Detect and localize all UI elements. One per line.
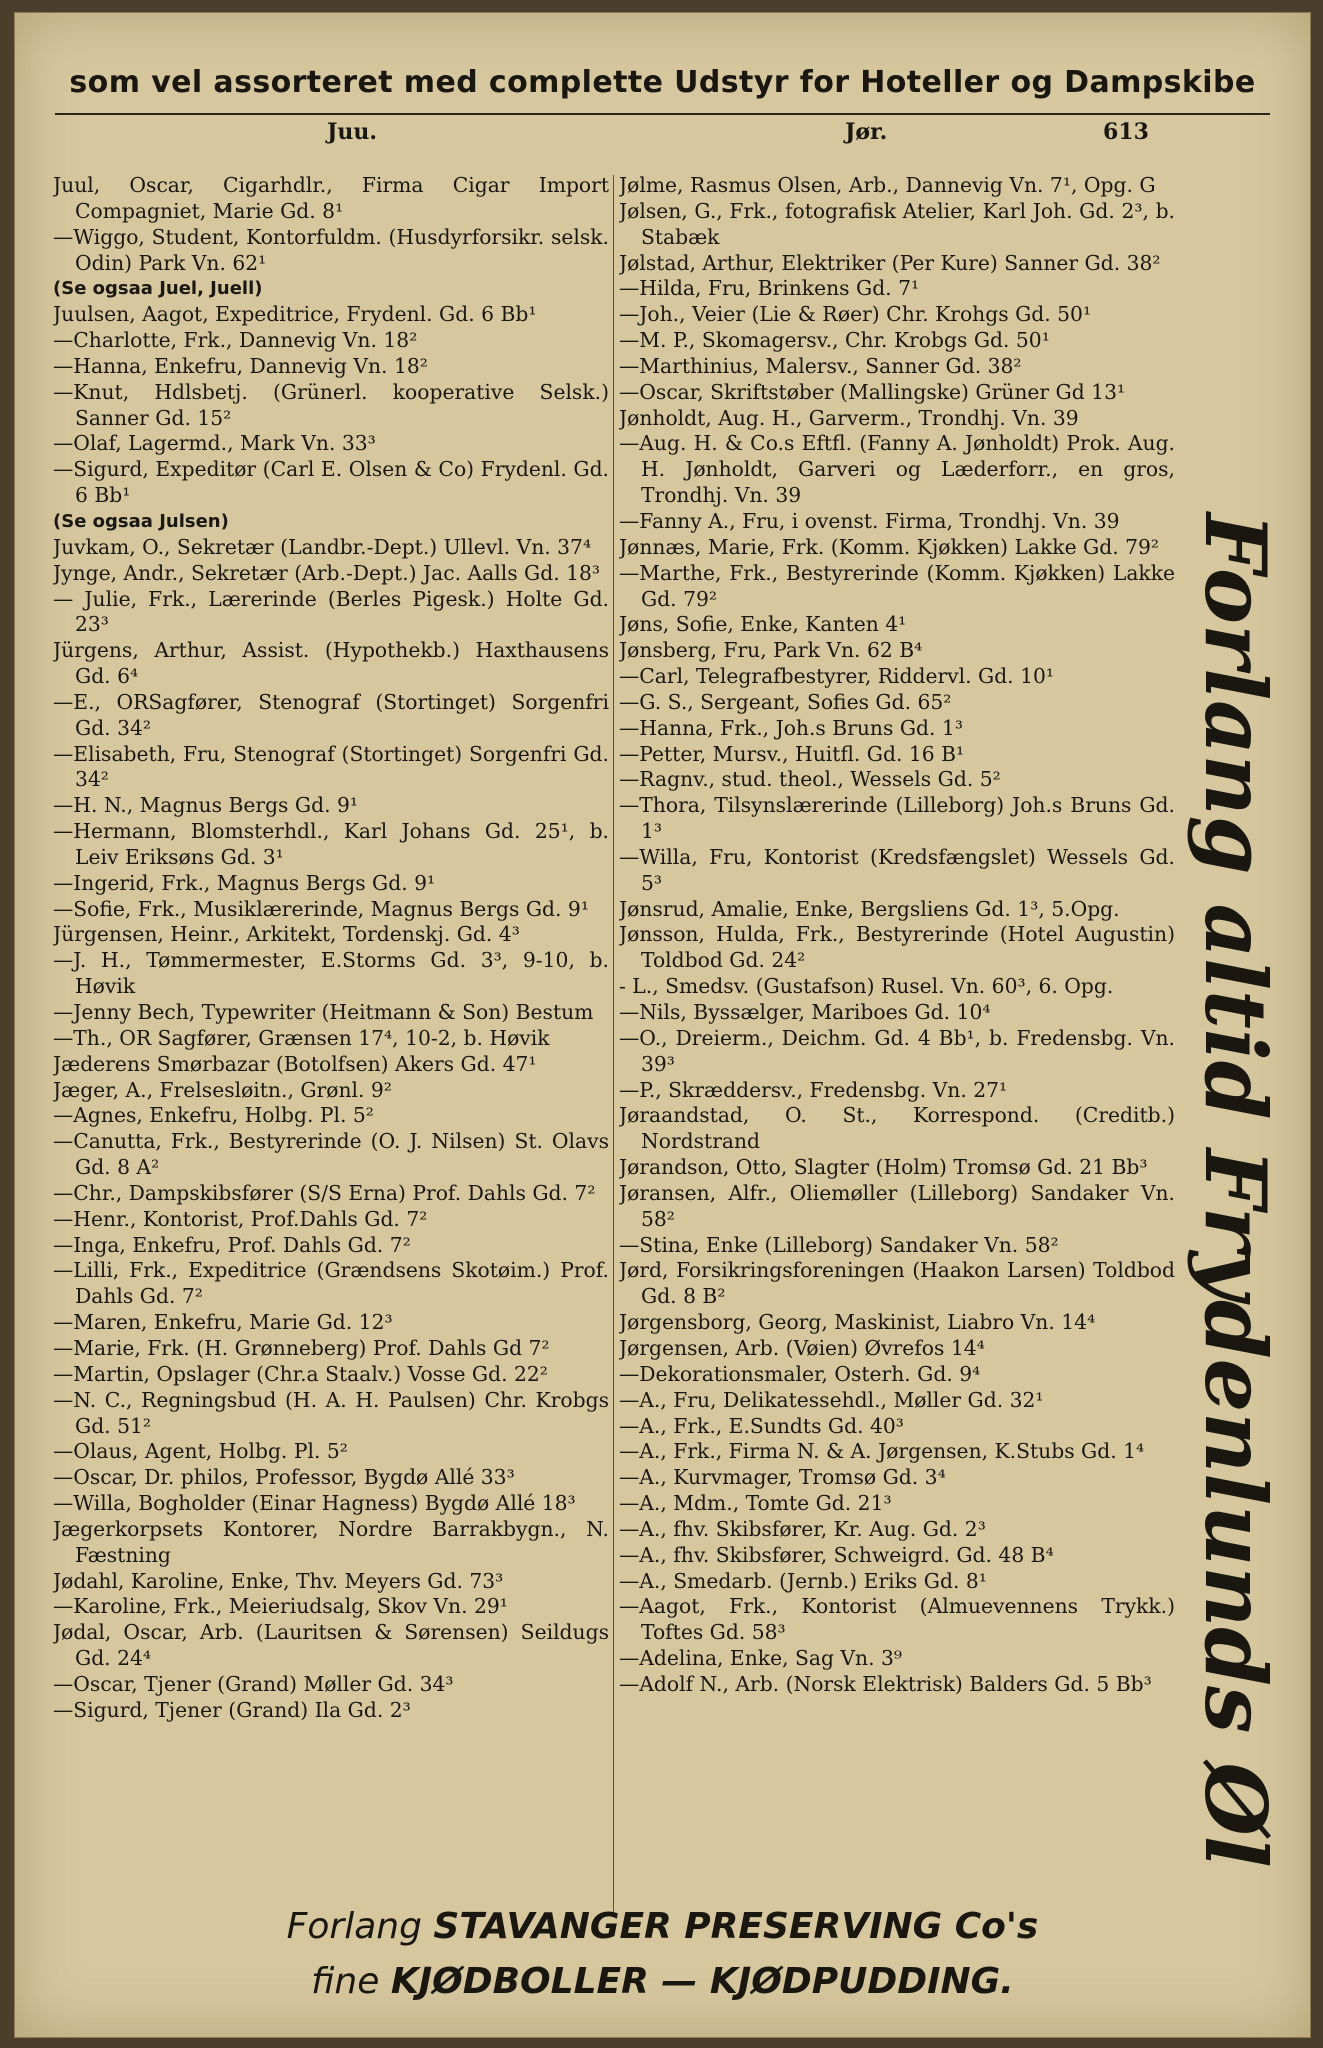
directory-entry: Jürgens, Arthur, Assist. (Hypothekb.) Haxthausens Gd. 6⁴: [53, 638, 609, 689]
directory-entry: Jønsrud, Amalie, Enke, Bergsliens Gd. 1³, 5.Opg.: [619, 896, 1120, 921]
directory-entry: Jønnæs, Marie, Frk. (Komm. Kjøkken) Lakke Gd. 79²: [619, 534, 1160, 559]
directory-entry: Jødal, Oscar, Arb. (Lauritsen & Sørensen) Seildugs Gd. 24⁴: [53, 1620, 609, 1671]
directory-entry: —Marthinius, Malersv., Sanner Gd. 38²: [619, 353, 1022, 378]
directory-entry: —Nils, Byssælger, Mariboes Gd. 10⁴: [619, 1000, 991, 1024]
directory-entry: Jølsen, G., Frk., fotografisk Atelier, Karl Joh. Gd. 2³, b. Stabæk: [619, 198, 1175, 249]
guide-word-right: Jør.: [845, 119, 888, 145]
directory-entry: —A., Mdm., Tomte Gd. 21³: [619, 1491, 892, 1516]
directory-entry: —Ingerid, Frk., Magnus Bergs Gd. 9¹: [53, 870, 436, 895]
guide-word-left: Juu.: [327, 119, 378, 145]
bottom-advert-brand: STAVANGER PRESERVING Co's: [433, 1906, 1039, 1947]
directory-entry: —A., fhv. Skibsfører, Kr. Aug. Gd. 2³: [619, 1516, 986, 1541]
bottom-advert-line-2: [75, 1961, 1250, 2002]
page-number: 613: [1103, 119, 1149, 145]
directory-entry: —Elisabeth, Fru, Stenograf (Stortinget) Sorgenfri Gd. 34²: [53, 741, 609, 792]
directory-entry: —Thora, Tilsynslærerinde (Lilleborg) Joh.s Bruns Gd. 1³: [619, 793, 1175, 844]
directory-entry: Jødahl, Karoline, Enke, Thv. Meyers Gd. 73³: [53, 1568, 504, 1593]
directory-entry: Jørandson, Otto, Slagter (Holm) Tromsø Gd. 21 Bb³: [619, 1155, 1148, 1180]
directory-entry: —Lilli, Frk., Expeditrice (Grændsens Skotøim.) Prof. Dahls Gd. 7²: [53, 1258, 609, 1309]
directory-entry: —Carl, Telegrafbestyrer, Riddervl. Gd. 10¹: [619, 664, 1055, 689]
directory-entry: —Fanny A., Fru, i ovenst. Firma, Trondhj. Vn. 39: [619, 508, 1120, 533]
directory-entry: Juul, Oscar, Cigarhdlr., Firma Cigar Import Compagniet, Marie Gd. 8¹: [53, 173, 609, 223]
directory-entry: Jølstad, Arthur, Elektriker (Per Kure) Sanner Gd. 38²: [619, 250, 1161, 275]
directory-entry: Juulsen, Aagot, Expeditrice, Frydenl. Gd. 6 Bb¹: [53, 302, 537, 327]
directory-entry: - L., Smedsv. (Gustafson) Rusel. Vn. 60³, 6. Opg.: [619, 974, 1114, 999]
directory-entry: —Joh., Veier (Lie & Røer) Chr. Krohgs Gd. 50¹: [619, 302, 1092, 327]
directory-entry: —Oscar, Tjener (Grand) Møller Gd. 34³: [53, 1671, 454, 1696]
directory-entry: (Se ogsaa Julsen): [53, 510, 229, 532]
directory-entry: Jynge, Andr., Sekretær (Arb.-Dept.) Jac. Aalls Gd. 18³: [53, 560, 601, 585]
directory-entry: Jølme, Rasmus Olsen, Arb., Dannevig Vn. 7¹, Opg. G: [619, 173, 1156, 197]
directory-entry: —Sigurd, Tjener (Grand) Ila Gd. 2³: [53, 1697, 411, 1722]
directory-entry: —E., ORSagfører, Stenograf (Stortinget) Sorgenfri Gd. 34²: [53, 689, 609, 740]
column-divider: [613, 175, 614, 1915]
directory-entry: —Hermann, Blomsterhdl., Karl Johans Gd. 25¹, b. Leiv Eriksøns Gd. 3¹: [53, 819, 609, 869]
directory-entry: Jønsberg, Fru, Park Vn. 62 B⁴: [619, 638, 923, 663]
header-banner: som vel assorteret med complette Udstyr for Hoteller og Dampskibe: [69, 65, 1256, 100]
directory-entry: —Stina, Enke (Lilleborg) Sandaker Vn. 58²: [619, 1232, 1059, 1257]
directory-entry: Jørgensborg, Georg, Maskinist, Liabro Vn. 14⁴: [619, 1310, 1096, 1335]
directory-entry: —Chr., Dampskibsfører (S/S Erna) Prof. Dahls Gd. 7²: [53, 1180, 596, 1205]
directory-entry: —A., Smedarb. (Jernb.) Eriks Gd. 8¹: [619, 1568, 987, 1593]
directory-entry: —Olaf, Lagermd., Mark Vn. 33³: [53, 431, 376, 456]
directory-entry: Jørgensen, Arb. (Vøien) Øvrefos 14⁴: [619, 1335, 985, 1360]
directory-entry: —A., fhv. Skibsfører, Schweigrd. Gd. 48 B⁴: [619, 1542, 1054, 1567]
directory-entry: Jøransen, Alfr., Oliemøller (Lilleborg) Sandaker Vn. 58²: [619, 1180, 1175, 1231]
directory-entry: —Charlotte, Frk., Dannevig Vn. 18²: [53, 328, 418, 353]
directory-entry: —M. P., Skomagersv., Chr. Krobgs Gd. 50¹: [619, 328, 1050, 353]
directory-entry: —Canutta, Frk., Bestyrerinde (O. J. Nilsen) St. Olavs Gd. 8 A²: [53, 1129, 609, 1180]
directory-entry: —Willa, Fru, Kontorist (Kredsfængslet) Wessels Gd. 5³: [619, 844, 1175, 895]
directory-entry: Jægerkorpsets Kontorer, Nordre Barrakbygn., N. Fæstning: [53, 1516, 609, 1567]
directory-entry: —A., Frk., Firma N. & A. Jørgensen, K.Stubs Gd. 1⁴: [619, 1439, 1145, 1464]
directory-entry: —Marthe, Frk., Bestyrerinde (Komm. Kjøkken) Lakke Gd. 79²: [619, 560, 1175, 611]
directory-entry: —Hilda, Fru, Brinkens Gd. 7¹: [619, 276, 920, 301]
directory-entry: —H. N., Magnus Bergs Gd. 9¹: [53, 793, 359, 818]
directory-entry: Jürgensen, Heinr., Arkitekt, Tordenskj. Gd. 4³: [53, 922, 520, 947]
directory-entry: —Willa, Bogholder (Einar Hagness) Bygdø Allé 18³: [53, 1491, 576, 1516]
directory-entry: —P., Skræddersv., Fredensbg. Vn. 27¹: [619, 1077, 1008, 1102]
bottom-advert-products: KJØDBOLLER — KJØDPUDDING.: [390, 1961, 1014, 2002]
directory-entry: —A., Fru, Delikatessehdl., Møller Gd. 32¹: [619, 1387, 1044, 1412]
directory-entry: —A., Frk., E.Sundts Gd. 40³: [619, 1413, 904, 1438]
directory-entry: —Marie, Frk. (H. Grønneberg) Prof. Dahls Gd 7²: [53, 1335, 550, 1360]
directory-entry: —Adolf N., Arb. (Norsk Elektrisk) Balders Gd. 5 Bb³: [619, 1671, 1152, 1696]
side-advertisement: Forlang altid Frydenlunds Øl: [1186, 513, 1285, 1868]
directory-entry: —Sigurd, Expeditør (Carl E. Olsen & Co) Frydenl. Gd. 6 Bb¹: [53, 457, 609, 508]
directory-entry: —Maren, Enkefru, Marie Gd. 12³: [53, 1310, 393, 1335]
directory-entry: —Aagot, Frk., Kontorist (Almuevennens Trykk.) Toftes Gd. 58³: [619, 1594, 1175, 1645]
directory-entry: —Knut, Hdlsbetj. (Grünerl. kooperative Selsk.) Sanner Gd. 15²: [53, 379, 609, 430]
directory-entry: —Inga, Enkefru, Prof. Dahls Gd. 7²: [53, 1232, 411, 1257]
directory-entry: —Henr., Kontorist, Prof.Dahls Gd. 7²: [53, 1206, 428, 1231]
directory-entry: —G. S., Sergeant, Sofies Gd. 65²: [619, 689, 952, 714]
directory-entry: Jæderens Smørbazar (Botolfsen) Akers Gd. 47¹: [53, 1051, 537, 1076]
directory-entry: —O., Dreierm., Deichm. Gd. 4 Bb¹, b. Fredensbg. Vn. 39³: [619, 1025, 1175, 1076]
directory-entry: —Aug. H. & Co.s Eftfl. (Fanny A. Jønholdt) Prok. Aug. H. Jønholdt, Garveri og Læderforr., en gros, Trondhj. Vn. 39: [619, 431, 1175, 508]
directory-entry: Jønholdt, Aug. H., Garverm., Trondhj. Vn. 39: [619, 405, 1079, 430]
directory-entry: Jønsson, Hulda, Frk., Bestyrerinde (Hotel Augustin) Toldbod Gd. 24²: [619, 922, 1175, 973]
directory-entry: —Oscar, Skriftstøber (Mallingske) Grüner Gd 13¹: [619, 379, 1126, 404]
directory-entry: Jørd, Forsikringsforeningen (Haakon Larsen) Toldbod Gd. 8 B²: [619, 1258, 1175, 1309]
directory-entry: —Jenny Bech, Typewriter (Heitmann & Son) Bestum: [53, 1000, 594, 1024]
bottom-advert-line-1: [75, 1906, 1250, 1947]
directory-entry: —N. C., Regningsbud (H. A. H. Paulsen) Chr. Krobgs Gd. 51²: [53, 1387, 609, 1438]
directory-entry: —Th., OR Sagfører, Grænsen 17⁴, 10-2, b. Høvik: [53, 1025, 550, 1050]
bottom-advert-line-2-prefix: fine: [311, 1961, 380, 2002]
directory-column-left: [53, 173, 609, 1913]
directory-entry: —Adelina, Enke, Sag Vn. 3⁹: [619, 1646, 903, 1671]
directory-entry: —Hanna, Enkefru, Dannevig Vn. 18²: [53, 353, 428, 378]
directory-entry: —Hanna, Frk., Joh.s Bruns Gd. 1³: [619, 715, 963, 740]
directory-entry: —Petter, Mursv., Huitfl. Gd. 16 B¹: [619, 741, 965, 766]
bottom-advert-line-1-prefix: Forlang: [286, 1906, 422, 1947]
directory-entry: —Olaus, Agent, Holbg. Pl. 5²: [53, 1439, 348, 1464]
directory-entry: (Se ogsaa Juel, Juell): [53, 278, 263, 300]
directory-entry: Jøns, Sofie, Enke, Kanten 4¹: [619, 612, 907, 637]
directory-entry: —J. H., Tømmermester, E.Storms Gd. 3³, 9-10, b. Høvik: [53, 948, 609, 999]
directory-entry: —Sofie, Frk., Musiklærerinde, Magnus Bergs Gd. 9¹: [53, 896, 589, 921]
directory-entry: —Karoline, Frk., Meieriudsalg, Skov Vn. 29¹: [53, 1594, 508, 1619]
directory-entry: Jøraandstad, O. St., Korrespond. (Creditb.) Nordstrand: [619, 1103, 1175, 1154]
directory-entry: —Wiggo, Student, Kontorfuldm. (Husdyrforsikr. selsk. Odin) Park Vn. 62¹: [53, 224, 609, 275]
directory-entry: —Oscar, Dr. philos, Professor, Bygdø Allé 33³: [53, 1465, 515, 1490]
directory-entry: —Agnes, Enkefru, Holbg. Pl. 5²: [53, 1103, 374, 1128]
directory-entry: —Dekorationsmaler, Osterh. Gd. 9⁴: [619, 1361, 981, 1386]
header-rule: [55, 113, 1270, 115]
directory-entry: Juvkam, O., Sekretær (Landbr.-Dept.) Ullevl. Vn. 37⁴: [53, 534, 592, 559]
directory-entry: —A., Kurvmager, Tromsø Gd. 3⁴: [619, 1465, 946, 1490]
directory-page: [14, 12, 1311, 2038]
directory-column-right: [619, 173, 1175, 1913]
directory-entry: —Martin, Opslager (Chr.a Staalv.) Vosse Gd. 22²: [53, 1361, 548, 1386]
directory-entry: Jæger, A., Frelsesløitn., Grønl. 9²: [53, 1077, 392, 1102]
directory-entry: —Ragnv., stud. theol., Wessels Gd. 5²: [619, 767, 1001, 792]
directory-entry: — Julie, Frk., Lærerinde (Berles Pigesk.) Holte Gd. 23³: [53, 586, 609, 637]
